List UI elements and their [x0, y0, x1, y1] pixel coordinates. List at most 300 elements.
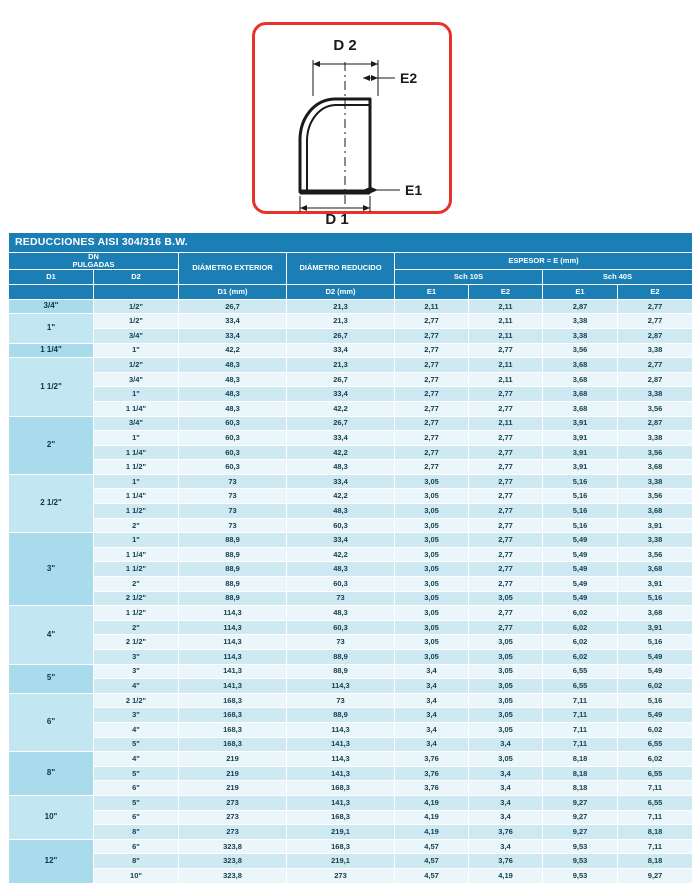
cell-e1-sch40s: 5,16 [543, 518, 618, 533]
cell-d1-mm: 60,3 [179, 460, 287, 475]
cell-d1-mm: 88,9 [179, 591, 287, 606]
cell-e1-sch40s: 3,68 [543, 372, 618, 387]
reducer-drawing [0, 0, 700, 232]
cell-d1-mm: 48,3 [179, 401, 287, 416]
cell-e2-sch10s: 2,77 [469, 401, 543, 416]
cell-d2-mm: 168,3 [287, 781, 395, 796]
cell-e1-sch40s: 3,38 [543, 328, 618, 343]
cell-e2-sch40s: 3,91 [618, 577, 693, 592]
header-sub-d1-mm-blank [9, 284, 94, 299]
cell-e2-sch40s: 6,02 [618, 752, 693, 767]
table-row [9, 372, 693, 387]
cell-e1-sch10s: 3,05 [395, 635, 469, 650]
cell-d2-mm: 141,3 [287, 766, 395, 781]
cell-d1-mm: 141,3 [179, 664, 287, 679]
cell-d1-group: 4" [9, 606, 94, 664]
cell-e1-sch40s: 9,27 [543, 810, 618, 825]
table-row [9, 299, 693, 314]
cell-d2-mm: 88,9 [287, 650, 395, 665]
cell-e1-sch40s: 5,49 [543, 533, 618, 548]
cell-d2: 1" [94, 387, 179, 402]
table-row [9, 533, 693, 548]
cell-e2-sch10s: 3,05 [469, 664, 543, 679]
cell-d2: 2" [94, 620, 179, 635]
cell-e2-sch40s: 3,91 [618, 620, 693, 635]
cell-d2: 3/4" [94, 372, 179, 387]
cell-e2-sch10s: 2,11 [469, 299, 543, 314]
cell-e2-sch10s: 3,05 [469, 693, 543, 708]
cell-d1-mm: 60,3 [179, 445, 287, 460]
cell-d2-mm: 48,3 [287, 504, 395, 519]
table-row [9, 664, 693, 679]
header-dn-label: DN [88, 252, 99, 261]
cell-d1-mm: 219 [179, 781, 287, 796]
cell-d2-mm: 219,1 [287, 854, 395, 869]
cell-d2-mm: 168,3 [287, 810, 395, 825]
header-diam-ext: DIÁMETRO EXTERIOR [179, 253, 287, 285]
cell-e1-sch10s: 3,76 [395, 766, 469, 781]
cell-e2-sch40s: 8,18 [618, 825, 693, 840]
cell-e2-sch40s: 2,87 [618, 372, 693, 387]
cell-d2: 3" [94, 708, 179, 723]
table-row [9, 518, 693, 533]
cell-e1-sch10s: 3,05 [395, 489, 469, 504]
reducer-diagram [0, 0, 700, 232]
cell-e2-sch10s: 2,77 [469, 577, 543, 592]
cell-e2-sch10s: 2,11 [469, 372, 543, 387]
label-e2: E2 [400, 70, 418, 86]
cell-d1-mm: 42,2 [179, 343, 287, 358]
cell-d1-mm: 48,3 [179, 358, 287, 373]
cell-d2-mm: 114,3 [287, 722, 395, 737]
cell-d1-mm: 273 [179, 795, 287, 810]
cell-e2-sch40s: 2,87 [618, 328, 693, 343]
cell-e2-sch40s: 2,77 [618, 314, 693, 329]
cell-e1-sch10s: 2,77 [395, 372, 469, 387]
cell-e1-sch10s: 2,77 [395, 343, 469, 358]
cell-e2-sch10s: 3,4 [469, 810, 543, 825]
cell-e2-sch10s: 3,4 [469, 781, 543, 796]
cell-e2-sch10s: 2,11 [469, 314, 543, 329]
cell-e2-sch10s: 3,05 [469, 591, 543, 606]
cell-d1-mm: 114,3 [179, 606, 287, 621]
cell-d2: 8" [94, 854, 179, 869]
cell-e1-sch40s: 9,53 [543, 868, 618, 883]
cell-d2: 5" [94, 766, 179, 781]
cell-d1-mm: 33,4 [179, 328, 287, 343]
cell-e2-sch40s: 2,77 [618, 299, 693, 314]
cell-e1-sch40s: 3,91 [543, 431, 618, 446]
cell-d1-mm: 323,8 [179, 854, 287, 869]
cell-d2-mm: 60,3 [287, 620, 395, 635]
cell-d1-group: 3" [9, 533, 94, 606]
cell-e1-sch40s: 7,11 [543, 693, 618, 708]
cell-d2-mm: 21,3 [287, 314, 395, 329]
table-row [9, 591, 693, 606]
cell-d1-mm: 73 [179, 504, 287, 519]
cell-d1-group: 10" [9, 795, 94, 839]
cell-d1-mm: 48,3 [179, 387, 287, 402]
table-row [9, 474, 693, 489]
cell-e1-sch40s: 9,53 [543, 854, 618, 869]
cell-e2-sch10s: 2,77 [469, 431, 543, 446]
table-row [9, 868, 693, 883]
table-row [9, 401, 693, 416]
cell-d2: 1 1/2" [94, 606, 179, 621]
table-row [9, 693, 693, 708]
cell-d2-mm: 26,7 [287, 372, 395, 387]
cell-d1-mm: 114,3 [179, 635, 287, 650]
cell-d2: 5" [94, 795, 179, 810]
cell-d1-mm: 219 [179, 752, 287, 767]
table-row [9, 606, 693, 621]
cell-d2: 8" [94, 825, 179, 840]
cell-e1-sch10s: 2,77 [395, 460, 469, 475]
cell-d1-group: 1 1/4" [9, 343, 94, 358]
cell-d2-mm: 73 [287, 635, 395, 650]
cell-e2-sch40s: 3,56 [618, 401, 693, 416]
cell-d2: 1" [94, 343, 179, 358]
cell-e1-sch10s: 3,05 [395, 606, 469, 621]
cell-d1-group: 5" [9, 664, 94, 693]
table-header-row-3 [9, 284, 693, 299]
header-sub-e2-40s: E2 [618, 284, 693, 299]
cell-e1-sch40s: 5,16 [543, 504, 618, 519]
cell-d2-mm: 114,3 [287, 752, 395, 767]
cell-d2: 3" [94, 664, 179, 679]
cell-d2: 6" [94, 781, 179, 796]
cell-e1-sch10s: 3,4 [395, 664, 469, 679]
cell-e2-sch40s: 3,38 [618, 533, 693, 548]
cell-d1-mm: 60,3 [179, 416, 287, 431]
cell-e2-sch40s: 3,38 [618, 431, 693, 446]
label-d1: D 1 [325, 211, 349, 228]
cell-d1-mm: 88,9 [179, 562, 287, 577]
cell-e1-sch10s: 4,19 [395, 825, 469, 840]
cell-d2-mm: 48,3 [287, 606, 395, 621]
cell-e1-sch10s: 4,57 [395, 868, 469, 883]
cell-e2-sch40s: 5,16 [618, 635, 693, 650]
table-row [9, 460, 693, 475]
cell-d1-mm: 73 [179, 489, 287, 504]
table-row [9, 504, 693, 519]
cell-d2-mm: 33,4 [287, 533, 395, 548]
cell-e1-sch10s: 2,77 [395, 401, 469, 416]
cell-d2-mm: 26,7 [287, 328, 395, 343]
cell-e1-sch10s: 3,05 [395, 620, 469, 635]
cell-e1-sch10s: 3,4 [395, 708, 469, 723]
cell-e1-sch10s: 2,77 [395, 445, 469, 460]
cell-e1-sch40s: 6,02 [543, 635, 618, 650]
cell-e1-sch40s: 5,49 [543, 547, 618, 562]
cell-d2-mm: 141,3 [287, 737, 395, 752]
cell-e2-sch10s: 2,77 [469, 606, 543, 621]
cell-e2-sch10s: 2,77 [469, 518, 543, 533]
cell-e2-sch40s: 7,11 [618, 839, 693, 854]
cell-d2: 1/2" [94, 314, 179, 329]
cell-d1-group: 12" [9, 839, 94, 883]
cell-d2: 2" [94, 518, 179, 533]
cell-d2: 2 1/2" [94, 635, 179, 650]
cell-e1-sch40s: 3,91 [543, 445, 618, 460]
cell-e2-sch10s: 2,11 [469, 328, 543, 343]
table-title-row [9, 233, 693, 253]
cell-d2-mm: 42,2 [287, 547, 395, 562]
cell-d1-mm: 88,9 [179, 533, 287, 548]
table-row [9, 825, 693, 840]
cell-d2-mm: 273 [287, 868, 395, 883]
cell-e1-sch40s: 5,49 [543, 591, 618, 606]
cell-e2-sch10s: 2,77 [469, 460, 543, 475]
table-row [9, 431, 693, 446]
cell-d2: 6" [94, 810, 179, 825]
cell-e1-sch40s: 7,11 [543, 708, 618, 723]
cell-d2-mm: 88,9 [287, 708, 395, 723]
cell-e2-sch10s: 2,77 [469, 445, 543, 460]
cell-d2-mm: 73 [287, 693, 395, 708]
cell-e1-sch10s: 2,77 [395, 416, 469, 431]
cell-d1-group: 1" [9, 314, 94, 343]
cell-d2: 1 1/2" [94, 504, 179, 519]
cell-e1-sch40s: 5,49 [543, 577, 618, 592]
header-sub-d2-mm-blank [94, 284, 179, 299]
cell-d1-group: 8" [9, 752, 94, 796]
cell-e1-sch10s: 3,4 [395, 737, 469, 752]
cell-d1-mm: 273 [179, 810, 287, 825]
cell-d2: 5" [94, 737, 179, 752]
table-row [9, 635, 693, 650]
cell-e1-sch10s: 3,05 [395, 547, 469, 562]
cell-e2-sch10s: 2,11 [469, 416, 543, 431]
cell-e2-sch40s: 2,77 [618, 358, 693, 373]
cell-e2-sch40s: 3,68 [618, 562, 693, 577]
table-header-row-1 [9, 253, 693, 270]
cell-e2-sch40s: 3,38 [618, 343, 693, 358]
cell-e1-sch40s: 3,56 [543, 343, 618, 358]
cell-e1-sch40s: 8,18 [543, 752, 618, 767]
cell-d2: 1" [94, 474, 179, 489]
cell-e1-sch10s: 2,77 [395, 358, 469, 373]
cell-d1-mm: 141,3 [179, 679, 287, 694]
cell-e1-sch40s: 5,49 [543, 562, 618, 577]
cell-d2: 1" [94, 431, 179, 446]
cell-e2-sch10s: 3,4 [469, 839, 543, 854]
cell-e1-sch40s: 9,27 [543, 795, 618, 810]
table-row [9, 577, 693, 592]
cell-d2-mm: 42,2 [287, 445, 395, 460]
cell-e2-sch40s: 5,16 [618, 591, 693, 606]
cell-e1-sch10s: 4,19 [395, 810, 469, 825]
cell-e1-sch40s: 3,68 [543, 387, 618, 402]
header-sub-e2-10s: E2 [469, 284, 543, 299]
cell-e2-sch10s: 3,05 [469, 722, 543, 737]
cell-e1-sch40s: 3,91 [543, 416, 618, 431]
cell-d2: 1" [94, 533, 179, 548]
cell-e1-sch10s: 4,57 [395, 854, 469, 869]
cell-d1-mm: 88,9 [179, 577, 287, 592]
cell-d2: 4" [94, 752, 179, 767]
cell-e2-sch10s: 2,77 [469, 620, 543, 635]
cell-e2-sch40s: 6,55 [618, 737, 693, 752]
cell-e1-sch40s: 5,16 [543, 474, 618, 489]
cell-d2: 6" [94, 839, 179, 854]
cell-d2-mm: 21,3 [287, 299, 395, 314]
cell-d2-mm: 33,4 [287, 387, 395, 402]
cell-e1-sch10s: 3,05 [395, 650, 469, 665]
cell-d1-mm: 60,3 [179, 431, 287, 446]
cell-d2: 10" [94, 868, 179, 883]
table-row [9, 489, 693, 504]
cell-e2-sch10s: 3,4 [469, 766, 543, 781]
cell-d2: 2" [94, 577, 179, 592]
cell-d2-mm: 114,3 [287, 679, 395, 694]
cell-e2-sch10s: 3,76 [469, 854, 543, 869]
cell-d2-mm: 33,4 [287, 431, 395, 446]
cell-d2: 1 1/2" [94, 460, 179, 475]
cell-e2-sch10s: 2,77 [469, 533, 543, 548]
cell-d2-mm: 168,3 [287, 839, 395, 854]
cell-d2: 1 1/4" [94, 547, 179, 562]
cell-e2-sch10s: 2,77 [469, 343, 543, 358]
cell-e2-sch40s: 6,55 [618, 766, 693, 781]
cell-d1-mm: 26,7 [179, 299, 287, 314]
table-row [9, 358, 693, 373]
cell-e1-sch40s: 6,02 [543, 650, 618, 665]
cell-e1-sch10s: 3,76 [395, 781, 469, 796]
cell-e2-sch40s: 5,49 [618, 708, 693, 723]
header-sch10s: Sch 10S [395, 269, 543, 284]
cell-e1-sch10s: 3,4 [395, 693, 469, 708]
table-row [9, 387, 693, 402]
cell-d2: 2 1/2" [94, 591, 179, 606]
cell-e1-sch40s: 3,68 [543, 358, 618, 373]
header-sub-d1mm: D1 (mm) [179, 284, 287, 299]
table-row [9, 737, 693, 752]
cell-d1-mm: 168,3 [179, 737, 287, 752]
header-sub-e1-10s: E1 [395, 284, 469, 299]
table-row [9, 314, 693, 329]
cell-e1-sch40s: 9,53 [543, 839, 618, 854]
cell-e1-sch40s: 5,16 [543, 489, 618, 504]
header-sub-d1: D1 [9, 269, 94, 284]
cell-e1-sch40s: 3,38 [543, 314, 618, 329]
cell-e2-sch10s: 2,77 [469, 504, 543, 519]
cell-e2-sch40s: 6,02 [618, 679, 693, 694]
table-row [9, 781, 693, 796]
cell-e1-sch10s: 3,05 [395, 591, 469, 606]
cell-e2-sch10s: 2,77 [469, 547, 543, 562]
cell-e1-sch10s: 2,77 [395, 314, 469, 329]
cell-e2-sch10s: 2,77 [469, 562, 543, 577]
cell-d2: 3/4" [94, 328, 179, 343]
cell-e1-sch40s: 3,68 [543, 401, 618, 416]
table-row [9, 854, 693, 869]
cell-d2: 2 1/2" [94, 693, 179, 708]
cell-e2-sch40s: 5,49 [618, 664, 693, 679]
cell-e2-sch10s: 2,77 [469, 474, 543, 489]
cell-d2-mm: 33,4 [287, 343, 395, 358]
cell-e1-sch10s: 2,11 [395, 299, 469, 314]
cell-e1-sch40s: 7,11 [543, 737, 618, 752]
cell-e1-sch10s: 3,05 [395, 504, 469, 519]
cell-d1-mm: 114,3 [179, 620, 287, 635]
cell-e1-sch10s: 3,4 [395, 722, 469, 737]
cell-e1-sch40s: 8,18 [543, 766, 618, 781]
cell-e2-sch10s: 3,05 [469, 679, 543, 694]
cell-d1-mm: 73 [179, 474, 287, 489]
cell-d2-mm: 48,3 [287, 460, 395, 475]
cell-e1-sch10s: 3,05 [395, 518, 469, 533]
cell-d1-mm: 219 [179, 766, 287, 781]
cell-d1-group: 6" [9, 693, 94, 751]
cell-e1-sch10s: 4,19 [395, 795, 469, 810]
cell-d2: 1 1/2" [94, 562, 179, 577]
cell-d2: 1/2" [94, 299, 179, 314]
cell-e2-sch40s: 3,56 [618, 547, 693, 562]
cell-d2-mm: 219,1 [287, 825, 395, 840]
cell-d1-group: 3/4" [9, 299, 94, 314]
cell-e2-sch10s: 3,05 [469, 635, 543, 650]
cell-e2-sch10s: 3,4 [469, 737, 543, 752]
cell-e1-sch10s: 3,05 [395, 562, 469, 577]
cell-d2-mm: 73 [287, 591, 395, 606]
cell-e1-sch10s: 2,77 [395, 431, 469, 446]
cell-e2-sch40s: 5,49 [618, 650, 693, 665]
table-row [9, 650, 693, 665]
table-row [9, 810, 693, 825]
cell-d2: 1 1/4" [94, 401, 179, 416]
cell-e1-sch10s: 3,05 [395, 474, 469, 489]
cell-d2-mm: 141,3 [287, 795, 395, 810]
cell-d2: 1/2" [94, 358, 179, 373]
cell-e2-sch40s: 6,02 [618, 722, 693, 737]
table-row [9, 839, 693, 854]
cell-e2-sch40s: 3,68 [618, 606, 693, 621]
table-row [9, 328, 693, 343]
label-d2: D 2 [333, 37, 357, 54]
table-row [9, 766, 693, 781]
cell-d1-mm: 48,3 [179, 372, 287, 387]
cell-e2-sch10s: 2,77 [469, 489, 543, 504]
cell-d1-mm: 168,3 [179, 722, 287, 737]
cell-d2-mm: 60,3 [287, 518, 395, 533]
cell-e2-sch40s: 5,16 [618, 693, 693, 708]
cell-d1-mm: 33,4 [179, 314, 287, 329]
cell-e1-sch40s: 6,55 [543, 664, 618, 679]
cell-e2-sch40s: 7,11 [618, 810, 693, 825]
header-sch40s: Sch 40S [543, 269, 693, 284]
cell-e2-sch40s: 3,56 [618, 445, 693, 460]
table-row [9, 547, 693, 562]
table-row [9, 416, 693, 431]
cell-e2-sch10s: 3,76 [469, 825, 543, 840]
table-row [9, 445, 693, 460]
table-row [9, 722, 693, 737]
cell-d1-mm: 323,8 [179, 839, 287, 854]
label-e1: E1 [405, 182, 423, 198]
cell-e2-sch40s: 3,38 [618, 387, 693, 402]
cell-d2-mm: 26,7 [287, 416, 395, 431]
cell-d2: 3" [94, 650, 179, 665]
cell-e2-sch40s: 3,91 [618, 518, 693, 533]
cell-d2: 4" [94, 722, 179, 737]
header-sub-d2: D2 [94, 269, 179, 284]
cell-e1-sch40s: 9,27 [543, 825, 618, 840]
cell-d1-mm: 168,3 [179, 693, 287, 708]
cell-d1-group: 2 1/2" [9, 474, 94, 532]
cell-e2-sch10s: 3,05 [469, 752, 543, 767]
table-row [9, 679, 693, 694]
